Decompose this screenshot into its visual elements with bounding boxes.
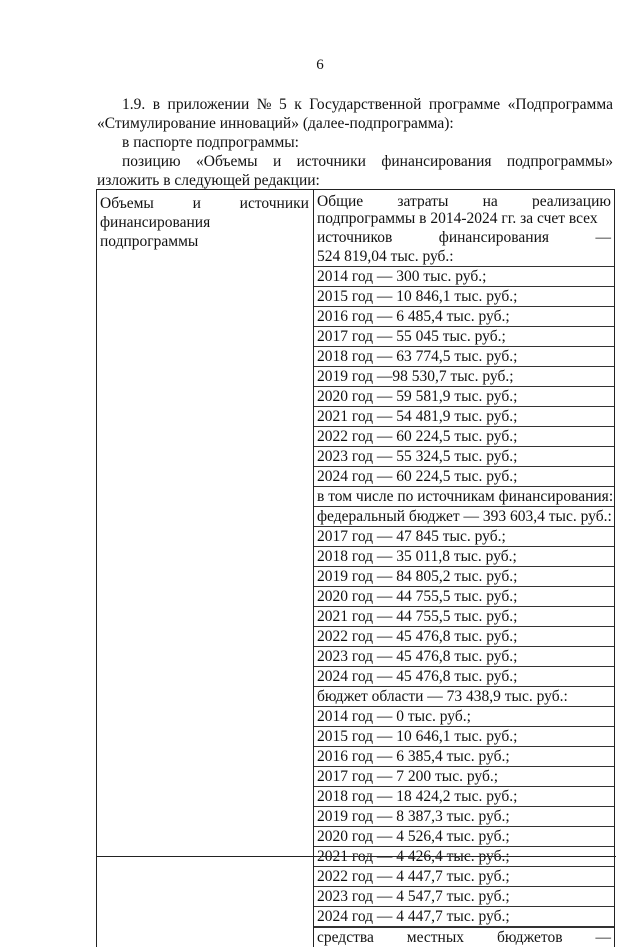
intro-line-1-text-word: Государственной	[309, 95, 421, 114]
funding-row: 2019 год —98 530,7 тыс. руб.;	[314, 367, 614, 387]
intro-line-1-text-word: 5	[279, 95, 287, 114]
funding-row: 2023 год — 55 324,5 тыс. руб.;	[314, 447, 614, 467]
right-cell	[314, 190, 615, 947]
right-line-1-word: на	[483, 194, 498, 209]
funding-row: 524 819,04 тыс. руб.:	[314, 247, 614, 267]
funding-row: 2014 год — 300 тыс. руб.;	[314, 267, 614, 287]
right-line-3	[317, 228, 611, 247]
right-line-1	[317, 194, 611, 209]
right-line-3-word: источников	[317, 228, 392, 247]
right-line-1-word: реализацию	[532, 194, 611, 209]
intro-line-1-text-word: 1.9.	[122, 95, 145, 114]
funding-row: 2019 год — 84 805,2 тыс. руб.;	[314, 567, 614, 587]
funding-row: федеральный бюджет — 393 603,4 тыс. руб.:	[314, 507, 614, 527]
intro-line-1-text-word: к	[294, 95, 302, 114]
right-line-2: подпрограммы в 2014-2024 гг. за счет всех	[314, 209, 614, 228]
intro-line-4-text	[97, 152, 613, 171]
intro-line-1	[97, 95, 613, 114]
local-budgets-line-word: местных	[407, 928, 464, 947]
right-line-3-word: —	[596, 228, 612, 247]
funding-row: в том числе по источникам финансирования:	[314, 487, 614, 507]
funding-row: 2022 год — 45 476,8 тыс. руб.;	[314, 627, 614, 647]
intro-line-4	[97, 152, 613, 171]
left-heading-line-2: финансирования подпрограммы	[100, 213, 309, 251]
intro-line-4-text-word: «Объемы	[196, 152, 258, 171]
intro-line-4-text-word: финансирования	[381, 152, 491, 171]
intro-line-4-text-word: подпрограммы»	[507, 152, 613, 171]
bottom-rule	[96, 856, 616, 857]
funding-row: 2020 год — 44 755,5 тыс. руб.;	[314, 587, 614, 607]
funding-row: 2017 год — 55 045 тыс. руб.;	[314, 327, 614, 347]
funding-row: бюджет области — 73 438,9 тыс. руб.:	[314, 687, 614, 707]
left-heading-words	[100, 194, 309, 213]
intro-line-5: изложить в следующей редакции:	[97, 171, 613, 190]
funding-row: 2019 год — 8 387,3 тыс. руб.;	[314, 807, 614, 827]
intro-line-2: «Стимулирование инноваций» (далее-подпрограмма):	[97, 114, 613, 133]
local-budgets-line	[317, 928, 611, 947]
intro-line-1-text-word: программе	[429, 95, 500, 114]
local-budgets-line-word: средства	[317, 928, 374, 947]
funding-row: 2017 год — 47 845 тыс. руб.;	[314, 527, 614, 547]
local-budgets-line-word: —	[595, 928, 611, 947]
funding-rows	[314, 247, 614, 927]
funding-row: 2023 год — 45 476,8 тыс. руб.;	[314, 647, 614, 667]
funding-row: 2016 год — 6 385,4 тыс. руб.;	[314, 747, 614, 767]
funding-row: 2021 год — 4 426,4 тыс. руб.;	[314, 847, 614, 867]
funding-row: 2018 год — 63 774,5 тыс. руб.;	[314, 347, 614, 367]
funding-row: 2023 год — 4 547,7 тыс. руб.;	[314, 887, 614, 907]
intro-line-1-text	[97, 95, 613, 114]
right-line-3-word: финансирования	[439, 228, 549, 247]
left-heading-words-word: Объемы	[100, 194, 154, 213]
funding-row: 2018 год — 18 424,2 тыс. руб.;	[314, 787, 614, 807]
funding-row: 2015 год — 10 646,1 тыс. руб.;	[314, 727, 614, 747]
intro-line-1-text-word: в	[153, 95, 160, 114]
intro-line-1-text-word: №	[257, 95, 272, 114]
intro-line-3: в паспорте подпрограммы:	[97, 133, 613, 152]
local-budgets-line-word: бюджетов	[497, 928, 563, 947]
intro-line-4-text-word: и	[273, 152, 281, 171]
intro-line-4-text-word: источники	[297, 152, 366, 171]
funding-row: 2024 год — 60 224,5 тыс. руб.;	[314, 467, 614, 487]
funding-row: 2017 год — 7 200 тыс. руб.;	[314, 767, 614, 787]
funding-row: 2024 год — 45 476,8 тыс. руб.;	[314, 667, 614, 687]
passport-table	[96, 189, 615, 947]
funding-row: 2022 год — 4 447,7 тыс. руб.;	[314, 867, 614, 887]
right-line-1-word: затраты	[397, 194, 448, 209]
funding-row: 2021 год — 54 481,9 тыс. руб.;	[314, 407, 614, 427]
funding-row: 2015 год — 10 846,1 тыс. руб.;	[314, 287, 614, 307]
funding-row: 2014 год — 0 тыс. руб.;	[314, 707, 614, 727]
right-line-1-word: Общие	[317, 194, 363, 209]
funding-row: 2021 год — 44 755,5 тыс. руб.;	[314, 607, 614, 627]
funding-row: 2020 год — 59 581,9 тыс. руб.;	[314, 387, 614, 407]
funding-row: 2016 год — 6 485,4 тыс. руб.;	[314, 307, 614, 327]
intro-line-1-text-word: «Подпрограмма	[508, 95, 613, 114]
intro-line-4-text-word: позицию	[122, 152, 181, 171]
intro-line-1-text-word: приложении	[168, 95, 250, 114]
funding-row: 2018 год — 35 011,8 тыс. руб.;	[314, 547, 614, 567]
left-heading-words-word: источники	[240, 194, 309, 213]
funding-row: 2022 год — 60 224,5 тыс. руб.;	[314, 427, 614, 447]
funding-row: 2024 год — 4 447,7 тыс. руб.;	[314, 907, 614, 927]
page-number: 6	[0, 57, 640, 74]
left-cell	[97, 190, 314, 947]
funding-row: 2020 год — 4 526,4 тыс. руб.;	[314, 827, 614, 847]
left-heading-words-word: и	[193, 194, 201, 213]
